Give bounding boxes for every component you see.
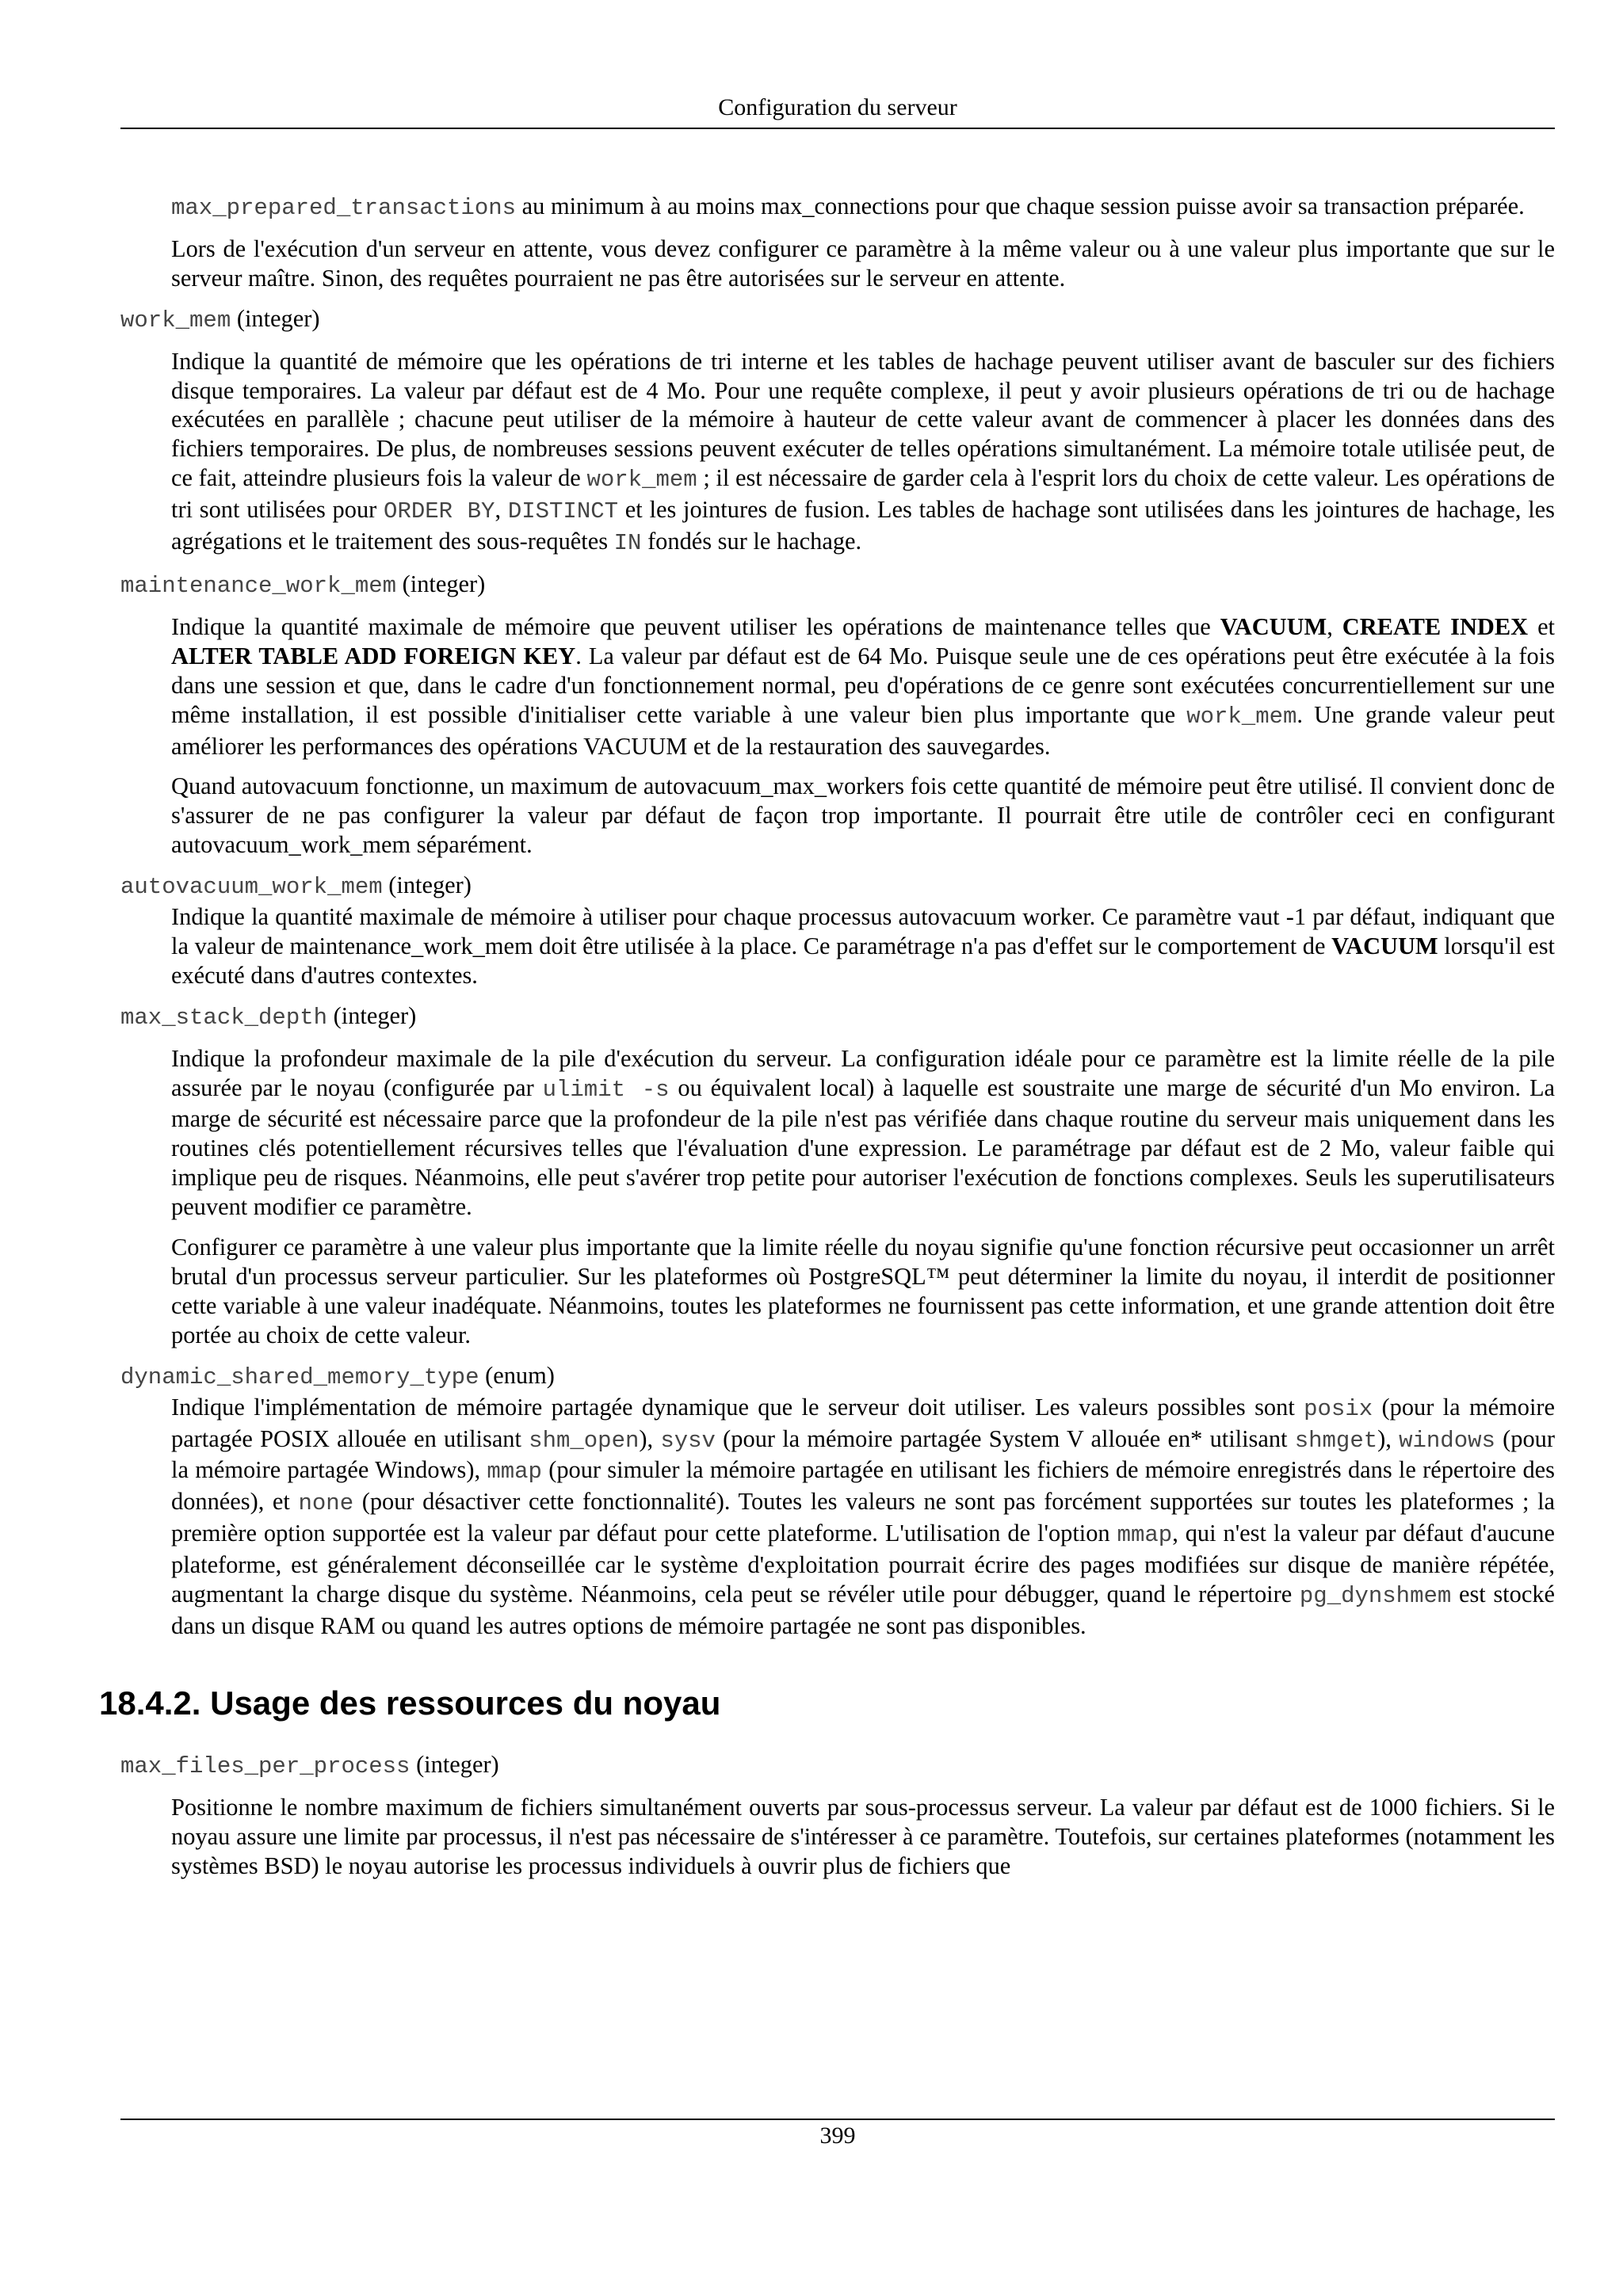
- text: . La valeur par défaut est de 64 Mo. Puisque seule une de ces opérations peut être exécutée à la fois dans une session et que, dans le cadre d'un fonctionnement normal, peu d'opérations de ce genre sont exécutées concurrentiellement sur une même installation, il est possible d'initialiser cette variable à une valeur bien plus importante que: [171, 642, 1555, 728]
- text: ; il est nécessaire de garder cela à l'esprit lors du choix de cette valeur. Les opérations de tri sont utilisées pour: [171, 464, 1556, 524]
- param-name: max_files_per_process: [120, 1753, 411, 1779]
- text: ,: [1327, 612, 1342, 640]
- running-header: Configuration du serveur: [718, 94, 957, 120]
- max-prepared-transactions-paragraph: [171, 192, 1555, 223]
- max-stack-depth-term: [120, 1001, 1555, 1033]
- footer-rule: [120, 2119, 1555, 2120]
- paragraph-text: au minimum à au moins max_connections pour que chaque session puisse avoir sa transaction préparée.: [516, 193, 1525, 219]
- inline-code: posix: [1304, 1395, 1373, 1422]
- text: ,: [495, 496, 508, 524]
- param-type: (integer): [382, 871, 472, 899]
- inline-code: pg_dynshmem: [1299, 1583, 1452, 1610]
- text: ),: [1377, 1425, 1400, 1452]
- inline-code: mmap: [1117, 1522, 1173, 1549]
- text: et: [1528, 612, 1556, 640]
- command-name: VACUUM: [1220, 612, 1327, 640]
- inline-code: shm_open: [529, 1427, 640, 1454]
- param-type: (enum): [479, 1361, 555, 1389]
- max-stack-depth-description: [171, 1044, 1555, 1222]
- param-type: (integer): [231, 304, 320, 332]
- inline-code: shmget: [1294, 1427, 1378, 1454]
- section-heading: 18.4.2. Usage des ressources du noyau: [99, 1684, 721, 1722]
- inline-code: windows: [1399, 1427, 1495, 1454]
- inline-code: sysv: [660, 1427, 716, 1454]
- text: (pour la mémoire partagée POSIX allouée en utilisant: [171, 1393, 1555, 1452]
- max-stack-depth-warning: Configurer ce paramètre à une valeur plus importante que la limite réelle du noyau signifie qu'une fonction récursive peut occasionner un arrêt brutal d'un processus serveur particulier. Sur les plateformes où PostgreSQL™ peut déterminer la limite du noyau, il interdit de positionner cette variable à une valeur inadéquate. Néanmoins, toutes les plateformes ne fournissent pas cette information, et une grande attention doit être portée au choix de cette valeur.: [171, 1234, 1555, 1348]
- text: et les jointures de fusion. Les tables de hachage sont utilisées dans les jointures de hachage, les agrégations et le traitement des sous-requêtes: [171, 496, 1555, 555]
- standby-paragraph: Lors de l'exécution d'un serveur en attente, vous devez configurer ce paramètre à la même valeur ou à une valeur plus importante que sur le serveur maître. Sinon, des requêtes pourraient ne pas être autorisées sur le serveur en attente.: [171, 235, 1555, 292]
- autovacuum-work-mem-description: [171, 902, 1555, 990]
- max-files-per-process-description: Positionne le nombre maximum de fichiers simultanément ouverts par sous-processus serveur. La valeur par défaut est de 1000 fichiers. Si le noyau assure une limite par processus, il n'est pas nécessaire de s'intéresser à ce paramètre. Toutefois, sur certaines plateformes (notamment les systèmes BSD) le noyau autorise les processus individuels à ouvrir plus de fichiers que: [171, 1793, 1555, 1879]
- autovacuum-note-paragraph: Quand autovacuum fonctionne, un maximum de autovacuum_max_workers fois cette quantité de mémoire peut être utilisé. Il convient donc de s'assurer de ne pas configurer la valeur par défaut de façon trop importante. Il pourrait être utile de contrôler ceci en configurant autovacuum_work_mem séparément.: [171, 772, 1555, 859]
- text: (pour simuler la mémoire partagée en utilisant les fichiers de mémoire enregistrés dans le répertoire des données), et: [171, 1456, 1555, 1516]
- text: Indique l'implémentation de mémoire partagée dynamique que le serveur doit utiliser. Les valeurs possibles sont: [171, 1393, 1304, 1421]
- inline-code: mmap: [487, 1459, 542, 1486]
- param-type: (integer): [410, 1750, 499, 1778]
- text: fondés sur le hachage.: [641, 528, 862, 555]
- work-mem-description: [171, 347, 1555, 559]
- text: Indique la quantité maximale de mémoire que peuvent utiliser les opérations de maintenance telles que: [171, 612, 1220, 640]
- work-mem-term: [120, 304, 1555, 336]
- maintenance-work-mem-description: [171, 612, 1555, 761]
- page-number: 399: [819, 2122, 856, 2149]
- inline-code: work_mem: [1186, 703, 1297, 730]
- text: (pour la mémoire partagée Windows),: [171, 1425, 1555, 1484]
- param-name: maintenance_work_mem: [120, 572, 397, 599]
- text: . Une grande valeur peut améliorer les performances des opérations VACUUM et de la restauration des sauvegardes.: [171, 700, 1555, 760]
- inline-code: ulimit -s: [542, 1076, 670, 1103]
- param-code: max_prepared_transactions: [171, 195, 517, 221]
- max-files-per-process-term: [120, 1750, 1555, 1782]
- inline-code: ORDER BY: [384, 498, 495, 525]
- maintenance-work-mem-term: [120, 570, 1555, 601]
- inline-code: work_mem: [586, 467, 697, 494]
- inline-code: IN: [613, 530, 642, 557]
- text: Indique la quantité maximale de mémoire à utiliser pour chaque processus autovacuum worker. Ce paramètre vaut -1 par défaut, indiquant que la valeur de maintenance_work_mem doit être utilisée à la place. Ce paramétrage n'a pas d'effet sur le comportement de: [171, 903, 1555, 959]
- text: est stocké dans un disque RAM ou quand les autres options de mémoire partagée ne sont pas disponibles.: [171, 1581, 1555, 1639]
- text: (pour désactiver cette fonctionnalité). Toutes les valeurs ne sont pas forcément supportées sur toutes les plateformes ; la première option supportée est la valeur par défaut pour cette plateforme. L'utilisation de l'option: [171, 1488, 1555, 1547]
- param-type: (integer): [396, 570, 486, 597]
- text: , qui n'est la valeur par défaut d'aucune plateforme, est généralement déconseillée car le système d'exploitation pourrait écrire des pages modifiées sur disque de manière répétée, augmentant la charge disque du système. Néanmoins, cela peut se révéler utile pour débugger, quand le répertoire: [171, 1520, 1555, 1608]
- autovacuum-work-mem-term: [120, 871, 1555, 902]
- param-name: autovacuum_work_mem: [120, 874, 383, 901]
- text: (pour la mémoire partagée System V allouée en* utilisant: [715, 1425, 1295, 1452]
- header-rule: [120, 128, 1555, 129]
- inline-code: DISTINCT: [507, 498, 619, 525]
- text: Indique la profondeur maximale de la pile d'exécution du serveur. La configuration idéale pour ce paramètre est la limite réelle de la pile assurée par le noyau (configurée par: [171, 1044, 1555, 1101]
- text: ),: [639, 1425, 661, 1452]
- param-type: (integer): [327, 1001, 417, 1029]
- command-name: VACUUM: [1331, 932, 1438, 959]
- dynamic-shared-memory-type-term: [120, 1361, 1555, 1393]
- dynamic-shared-memory-type-description: [171, 1393, 1555, 1641]
- param-name: dynamic_shared_memory_type: [120, 1363, 479, 1390]
- text: lorsqu'il est exécuté dans d'autres contextes.: [171, 932, 1555, 989]
- param-name: work_mem: [120, 307, 231, 334]
- command-name: CREATE INDEX: [1342, 612, 1529, 640]
- text: ou équivalent local) à laquelle est soustraite une marge de sécurité d'un Mo environ. La marge de sécurité est nécessaire parce que la profondeur de la pile n'est pas vérifiée dans chaque routine du serveur mais uniquement dans les routines clés potentiellement récursives telles que l'évaluation d'une expression. Le paramétrage par défaut est de 2 Mo, valeur faible qui implique peu de risques. Néanmoins, elle peut s'avérer trop petite pour autoriser l'exécution de fonctions complexes. Seuls les superutilisateurs peuvent modifier ce paramètre.: [171, 1074, 1555, 1221]
- text: Indique la quantité de mémoire que les opérations de tri interne et les tables de hachage peuvent utiliser avant de basculer sur des fichiers disque temporaires. La valeur par défaut est de 4 Mo. Pour une requête complexe, il peut y avoir plusieurs opérations de tri ou de hachage exécutées en parallèle ; chacune peut utiliser de la mémoire à hauteur de cette valeur avant de commencer à placer les données dans des fichiers temporaires. De plus, de nombreuses sessions peuvent exécuter de telles opérations simultanément. La mémoire totale utilisée peut, de ce fait, atteindre plusieurs fois la valeur de: [171, 347, 1555, 492]
- command-name: ALTER TABLE ADD FOREIGN KEY: [171, 642, 576, 669]
- param-name: max_stack_depth: [120, 1004, 328, 1031]
- inline-code: none: [298, 1490, 354, 1517]
- page-content: [99, 192, 1556, 1892]
